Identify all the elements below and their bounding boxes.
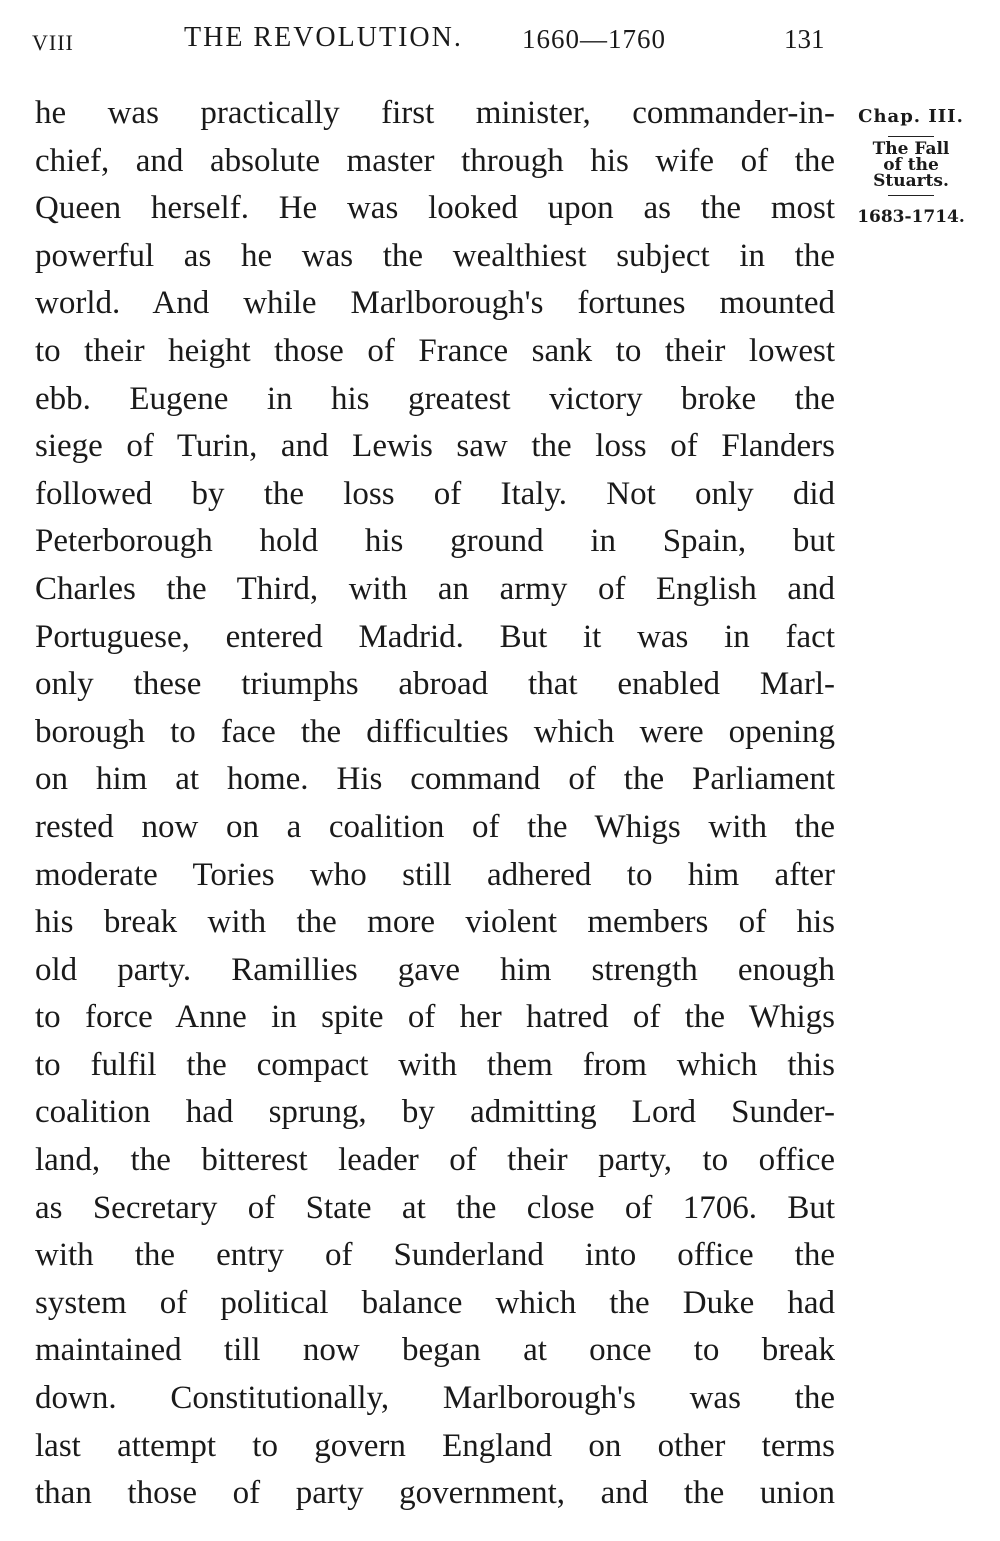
text-line: siege of Turin, and Lewis saw the loss of Flanders [35,428,835,465]
running-years: 1660—1760 [522,24,666,54]
body-text [35,90,835,1518]
section-title-line: Stuarts. [873,171,949,191]
margin-rule [888,195,934,196]
section-title-line: The Fall [872,139,950,159]
text-line: Peterborough hold his ground in Spain, but [35,523,835,560]
date-range: 1683-1714. [857,207,965,227]
text-line: world. And while Marlborough's fortunes mounted [35,285,835,322]
margin-rule [888,136,934,137]
chapter-label: Chap. III. [858,106,964,127]
text-line: with the entry of Sunderland into office the [35,1237,835,1274]
text-line: old party. Ramillies gave him strength enough [35,951,835,988]
text-line: moderate Tories who still adhered to him after [35,856,835,893]
text-line: last attempt to govern England on other terms [35,1427,835,1464]
text-line: to fulfil the compact with them from which this [35,1046,835,1083]
text-line: rested now on a coalition of the Whigs with the [35,808,835,845]
text-line: ebb. Eugene in his greatest victory broke the [35,380,835,417]
text-line: Charles the Third, with an army of English and [35,570,835,607]
text-line: borough to face the difficulties which were opening [35,713,835,750]
text-line: to force Anne in spite of her hatred of the Whigs [35,999,835,1036]
text-line: land, the bitterest leader of their party, to office [35,1142,835,1179]
margin-note [848,104,974,230]
text-line: Portuguese, entered Madrid. But it was in fact [35,618,835,655]
running-header [32,22,832,62]
text-line: only these triumphs abroad that enabled Marl- [35,666,835,703]
text-line: as Secretary of State at the close of 1706. But [35,1189,835,1226]
text-line: maintained till now began at once to break [35,1332,835,1369]
text-line: followed by the loss of Italy. Not only did [35,475,835,512]
text-line: down. Constitutionally, Marlborough's was the [35,1380,835,1417]
text-line: powerful as he was the wealthiest subject in the [35,237,835,274]
text-line: Queen herself. He was looked upon as the most [35,190,835,227]
text-line: coalition had sprung, by admitting Lord Sunder- [35,1094,835,1131]
running-title: THE REVOLUTION. [184,22,463,53]
text-line: he was practically first minister, commander-in- [35,95,835,131]
section-title-line: of the [883,155,939,175]
signature-mark: VIII [32,30,74,55]
text-line: system of political balance which the Duke had [35,1284,835,1321]
page-number: 131 [784,24,825,54]
text-line: to their height those of France sank to their lowest [35,332,835,369]
text-line: chief, and absolute master through his wife of the [35,142,835,179]
text-line: than those of party government, and the union [35,1475,835,1512]
text-line: his break with the more violent members of his [35,904,835,941]
text-line: on him at home. His command of the Parliament [35,761,835,798]
